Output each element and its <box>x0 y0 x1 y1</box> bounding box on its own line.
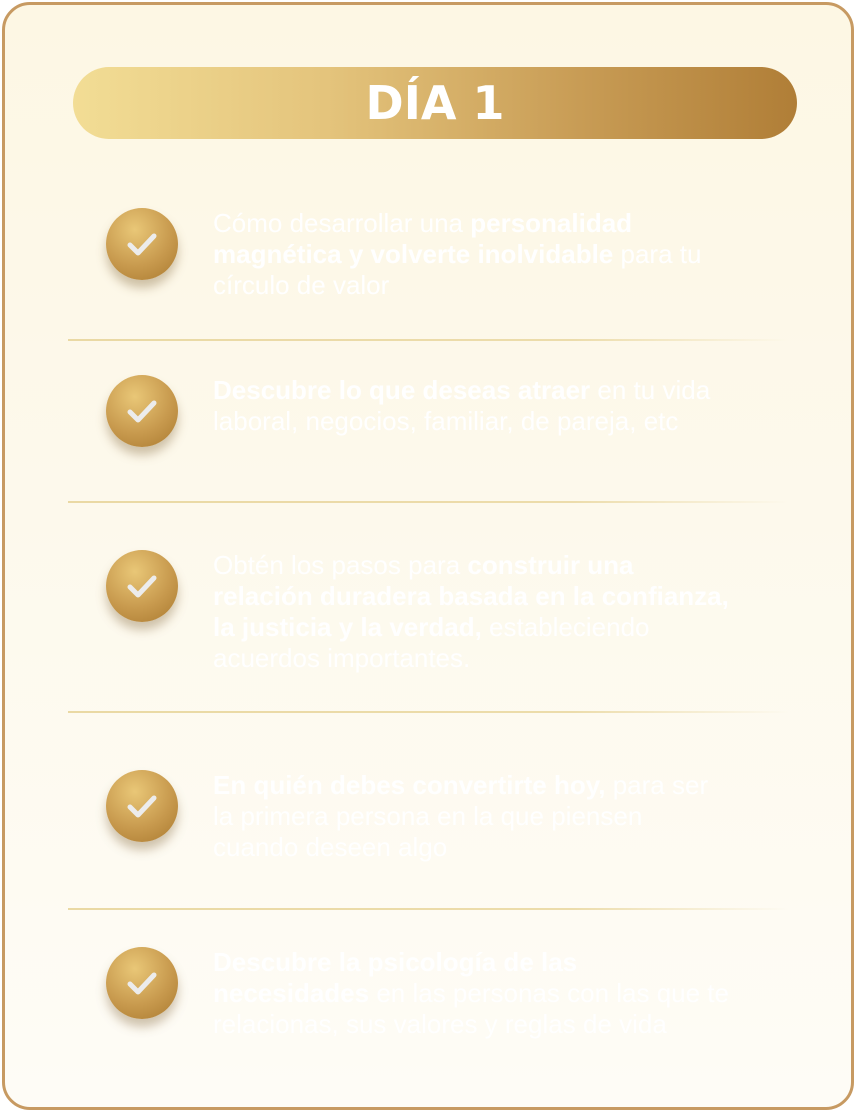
check-icon <box>106 947 178 1019</box>
item-text-part: Cómo desarrollar una <box>213 208 471 238</box>
check-icon <box>106 375 178 447</box>
divider <box>68 339 788 341</box>
divider <box>68 711 788 713</box>
day-title: DÍA 1 <box>365 76 505 130</box>
item-text-part: en tu vida laboral, negocios, familiar, de pareja, etc <box>213 375 711 436</box>
divider <box>68 908 788 910</box>
item-text <box>213 550 733 674</box>
check-icon <box>106 208 178 280</box>
item-text-part: para ser la primera persona en la que piensen cuando deseen algo <box>213 770 709 862</box>
item-text-highlight: Descubre lo que deseas atraer <box>213 375 591 405</box>
item-text <box>213 208 733 301</box>
divider <box>68 501 788 503</box>
item-text-part: para tu círculo de valor <box>213 239 702 300</box>
item-text <box>213 770 733 863</box>
item-text-highlight: personalidad magnética y volverte inolvidable <box>213 208 633 269</box>
item-text-part: Obtén los pasos para <box>213 550 468 580</box>
item-text-part: en las personas con las que te relacionas, sus valores y reglas de vida <box>213 978 729 1039</box>
day-header-pill <box>73 67 797 139</box>
item-text-part: estableciendo acuerdos importantes. <box>213 612 650 673</box>
item-text <box>213 947 733 1040</box>
check-icon <box>106 550 178 622</box>
item-text <box>213 375 733 437</box>
item-text-highlight: Descubre la psicología de las necesidades <box>213 947 578 1008</box>
item-text-highlight: construir una relación duradera basada en la confianza, la justicia y la verdad, <box>213 550 729 642</box>
item-text-highlight: En quién debes convertirte hoy, <box>213 770 606 800</box>
check-icon <box>106 770 178 842</box>
